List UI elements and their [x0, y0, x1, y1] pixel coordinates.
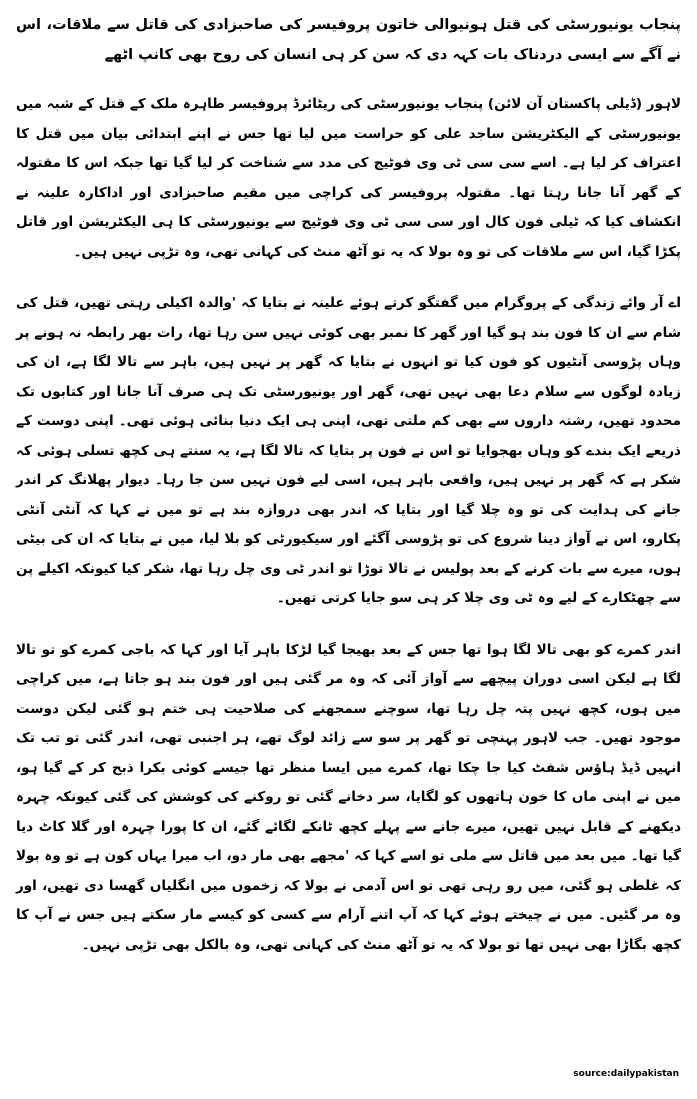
article-paragraph-3: اندر کمرے کو بھی تالا لگا ہوا تھا جس کے بعد بھیجا گیا لڑکا باہر آیا اور کہا کہ باجی کمرے کو تو تالا لگا ہے لیکن اسی دوران پیچھے سے آواز آئی کہ وہ مر گئی ہیں اور فون بند ہو جاتا ہے، میں کراچی میں ہوں، کچھ نہیں پتہ چل رہا تھا، سوچنے سمجھنے کی صلاحیت ہی ختم ہو گئی لیکن دوست موجود تھیں۔ جب لاہور پہنچی تو گھر پر سو سے زائد لوگ تھے، ہر اجنبی تھی، اندر گئی تو تب تک انہیں ڈیڈ ہاؤس شفٹ کیا جا چکا تھا، کمرے میں ایسا منظر تھا جیسے کوئی بکرا ذبح کر کے گیا ہو، میں نے اپنی ماں کا خون ہاتھوں کو لگایا، سر دخانے گئی تو روکنے کی کوشش کی گئی کیونکہ چہرہ دیکھنے کے قابل نہیں تھیں، میرے جانے سے پہلے کچھ ٹانکے لگائے گئے، ان کا پورا چہرہ اور گلا کاٹ دیا گیا تھا۔ میں بعد میں قاتل سے ملی تو اسے کہا کہ 'مجھے بھی مار دو، اب میرا یہاں کون ہے تو وہ بولا کہ غلطی ہو گئی، میں رو رہی تھی تو اس آدمی نے بولا کہ زخموں میں انگلیاں گھسا دی تھیں، اور وہ مر گئیں۔ میں نے چیختے ہوئے کہا کہ آپ اتنے آرام سے کسی کو کیسے مار سکتے ہیں جس نے آپ کا کچھ بگاڑا بھی نہیں تھا تو بولا کہ یہ تو آٹھ منٹ کی کہانی تھی، وہ بالکل بھی تڑپی نہیں۔: [16, 641, 681, 953]
article-paragraph-1: لاہور (ڈیلی پاکستان آن لائن) پنجاب یونیورسٹی کی ریٹائرڈ پروفیسر طاہرہ ملک کے قتل کے شبہ میں یونیورسٹی کے الیکٹریشن ساجد علی کو حراست میں لیا تھا جس نے اپنے ابتدائی بیان میں قتل کا اعتراف کر لیا ہے۔ اسے سی سی ٹی وی فوٹیج کی مدد سے شناخت کر لیا گیا تھا جبکہ اس کا مقتولہ کے گھر آنا جانا رہتا تھا۔ مقتولہ پروفیسر کی کراچی میں مقیم صاحبزادی اور اداکارہ علینہ نے انکشاف کیا کہ ٹیلی فون کال اور سی سی ٹی وی فوٹیج سے یونیورسٹی کا ہی الیکٹریشن اور قاتل پکڑا گیا، اس سے ملاقات کی تو وہ بولا کہ یہ تو آٹھ منٹ کی کہانی تھی، وہ تڑپی نہیں ہیں۔: [16, 96, 681, 260]
article-paragraph-2: اے آر وائے زندگی کے پروگرام میں گفتگو کرتے ہوئے علینہ نے بتایا کہ 'والدہ اکیلی رہتی تھیں، قتل کی شام سے ان کا فون بند ہو گیا اور گھر کا نمبر بھی کوئی نہیں سن رہا تھا، رات بھر رابطہ نہ ہونے پر وہاں پڑوسی آنٹیوں کو فون کیا تو انہوں نے بتایا کہ گھر پر نہیں ہیں، باہر سے تالا لگا ہے، ان کی زیادہ لوگوں سے سلام دعا بھی نہیں تھی، گھر اور یونیورسٹی تک ہی صرف آنا جانا اور کتابوں تک محدود تھیں، رشتہ داروں سے بھی کم ملتی تھی، اپنی ہی ایک دنیا بنائی ہوئی تھی۔ اپنی دوست کے ذریعے ایک بندے کو وہاں بھجوایا تو اس نے فون پر بتایا کہ تالا لگا ہے، یہ سنتے ہی کچھ تسلی ہوئی کہ شکر ہے کہ گھر پر نہیں ہیں، واقعی باہر ہیں، اسی لیے فون نہیں سن جا رہا۔ دیوار پھلانگ کر اندر جانے کی ہدایت کی تو وہ چلا گیا اور بتایا کہ اندر بھی دروازہ بند ہے تو میں نے کہا کہ آنٹی آنٹی پکارو، اس نے آواز دینا شروع کی تو پڑوسی آگئے اور سیکیورٹی کو بلا لیا، میں نے بتایا کہ ان کی بیٹی ہوں، میرے سے بات کرنے کے بعد پولیس نے تالا توڑا تو اندر ٹی وی چل رہا تھا، شکر کیا کیونکہ اکیلے پن سے چھٹکارے کے لیے وہ ٹی وی چلا کر ہی سو جایا کرتی تھیں۔: [16, 295, 681, 606]
source-credit: source:dailypakistan: [573, 1069, 679, 1079]
article: [16, 10, 681, 982]
article-headline: پنجاب یونیورسٹی کی قتل ہونیوالی خاتون پروفیسر کی صاحبزادی کی قاتل سے ملاقات، اس نے آگے سے ایسی دردناک بات کہہ دی کہ سن کر ہی انسان کی روح بھی کانپ اٹھے: [16, 17, 681, 63]
